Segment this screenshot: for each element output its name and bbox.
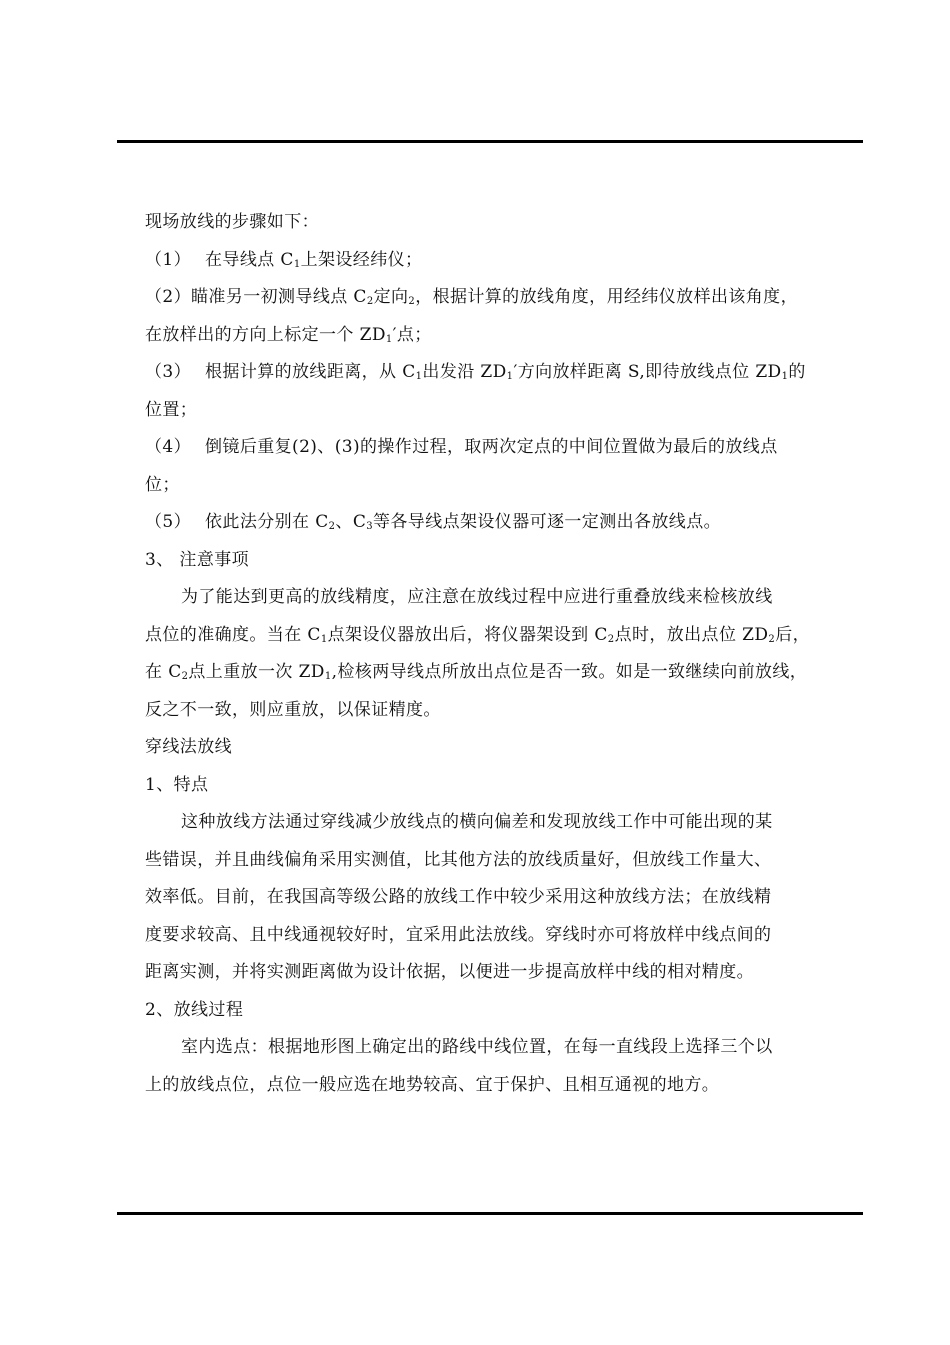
subscript: 1: [320, 633, 328, 645]
text: ′方向放样距离 S,即待放线点位 ZD: [513, 362, 782, 382]
step-3-line-2: 位置；: [145, 399, 198, 420]
para-1-line-2: 些错误，并且曲线偏角采用实测值，比其他方法的放线质量好，但放线工作量大、: [145, 849, 772, 870]
subscript: 1: [293, 258, 301, 270]
text: 倒镜后重复(2)、(3)的操作过程，取两次定点的中间位置做为最后的放线点: [205, 437, 778, 457]
text: 点时，放出点位 ZD: [614, 624, 769, 645]
subscript: 1: [324, 671, 332, 682]
para-2-line-2: 上的放线点位，点位一般应选在地势较高、宜于保护、且相互通视的地方。: [145, 1074, 720, 1095]
text: 等各导线点架设仪器可逐一定测出各放线点。: [373, 512, 721, 532]
text: ，根据计算的放线角度，用经纬仪放样出该角度，: [415, 287, 798, 307]
step-2-line-1: [145, 279, 845, 317]
footer-rule: [117, 1212, 863, 1215]
text: 的: [788, 362, 806, 382]
text: 依此法分别在 C: [205, 512, 329, 532]
header-rule: [117, 140, 863, 143]
para-3-line-1: 为了能达到更高的放线精度，应注意在放线过程中应进行重叠放线来检核放线: [181, 587, 773, 607]
subscript: 2: [768, 633, 776, 645]
method-heading: 穿线法放线: [145, 737, 232, 757]
subscript: 2: [328, 521, 336, 532]
text: 后，: [775, 624, 810, 645]
step-number: （5）: [145, 512, 192, 532]
step-5: [145, 504, 845, 542]
subscript: 2: [366, 296, 374, 307]
text: 根据计算的放线距离，从 C: [205, 362, 416, 382]
para-3-line-2: [145, 617, 845, 655]
text: 瞄准另一初测导线点 C: [191, 287, 367, 307]
step-3-line-1: [145, 354, 845, 392]
step-number: （3）: [145, 362, 192, 382]
subscript: 2: [408, 296, 416, 307]
step-number: （1）: [145, 249, 192, 270]
subscript: 2: [607, 633, 615, 645]
subscript: 3: [366, 521, 373, 532]
subscript: 2: [181, 671, 189, 682]
step-number: （2）: [145, 287, 192, 307]
text: 定向: [373, 287, 409, 307]
para-1-line-3: 效率低。目前，在我国高等级公路的放线工作中较少采用这种放线方法；在放线精: [145, 887, 772, 907]
section-heading-3: 3、 注意事项: [145, 549, 250, 570]
text: 在导线点 C: [205, 249, 294, 270]
para-1-line-4: 度要求较高、且中线通视较好时，宜采用此法放线。穿线时亦可将放样中线点间的: [145, 924, 772, 945]
text: 、C: [335, 512, 367, 532]
text: 在 C: [145, 662, 182, 682]
step-4-line-2: 位；: [145, 474, 180, 495]
subscript: 1: [385, 333, 393, 345]
text-run: [145, 279, 798, 317]
subscript: 1: [415, 371, 423, 382]
step-number: （4）: [145, 437, 192, 457]
para-2-line-1: 室内选点：根据地形图上确定出的路线中线位置，在每一直线段上选择三个以: [181, 1037, 773, 1057]
intro-line: 现场放线的步骤如下：: [145, 212, 319, 232]
text: 点上重放一次 ZD: [188, 662, 325, 682]
text: ,检核两导线点所放出点位是否一致。如是一致继续向前放线，: [331, 662, 808, 682]
section-heading-1: 1、特点: [145, 774, 209, 795]
para-3-line-4: 反之不一致，则应重放，以保证精度。: [145, 699, 441, 720]
text: 点架设仪器放出后，将仪器架设到 C: [327, 624, 608, 645]
text: 出发沿 ZD: [422, 362, 507, 382]
section-heading-2: 2、放线过程: [145, 999, 244, 1020]
step-4-line-1: [145, 429, 845, 467]
subscript: 1: [781, 371, 789, 382]
para-3-line-3: [145, 654, 845, 692]
para-1-line-1: 这种放线方法通过穿线减少放线点的横向偏差和发现放线工作中可能出现的某: [181, 812, 773, 832]
text: 点位的准确度。当在 C: [145, 624, 321, 645]
text: ′点；: [392, 324, 432, 345]
para-1-line-5: 距离实测，并将实测距离做为设计依据，以便进一步提高放样中线的相对精度。: [145, 962, 754, 982]
subscript: 1: [506, 371, 514, 382]
step-1: [145, 242, 845, 280]
text: 上架设经纬仪；: [300, 249, 423, 270]
document-body: [145, 204, 845, 1104]
step-2-line-2: [145, 317, 845, 355]
text: 在放样出的方向上标定一个 ZD: [145, 324, 386, 345]
